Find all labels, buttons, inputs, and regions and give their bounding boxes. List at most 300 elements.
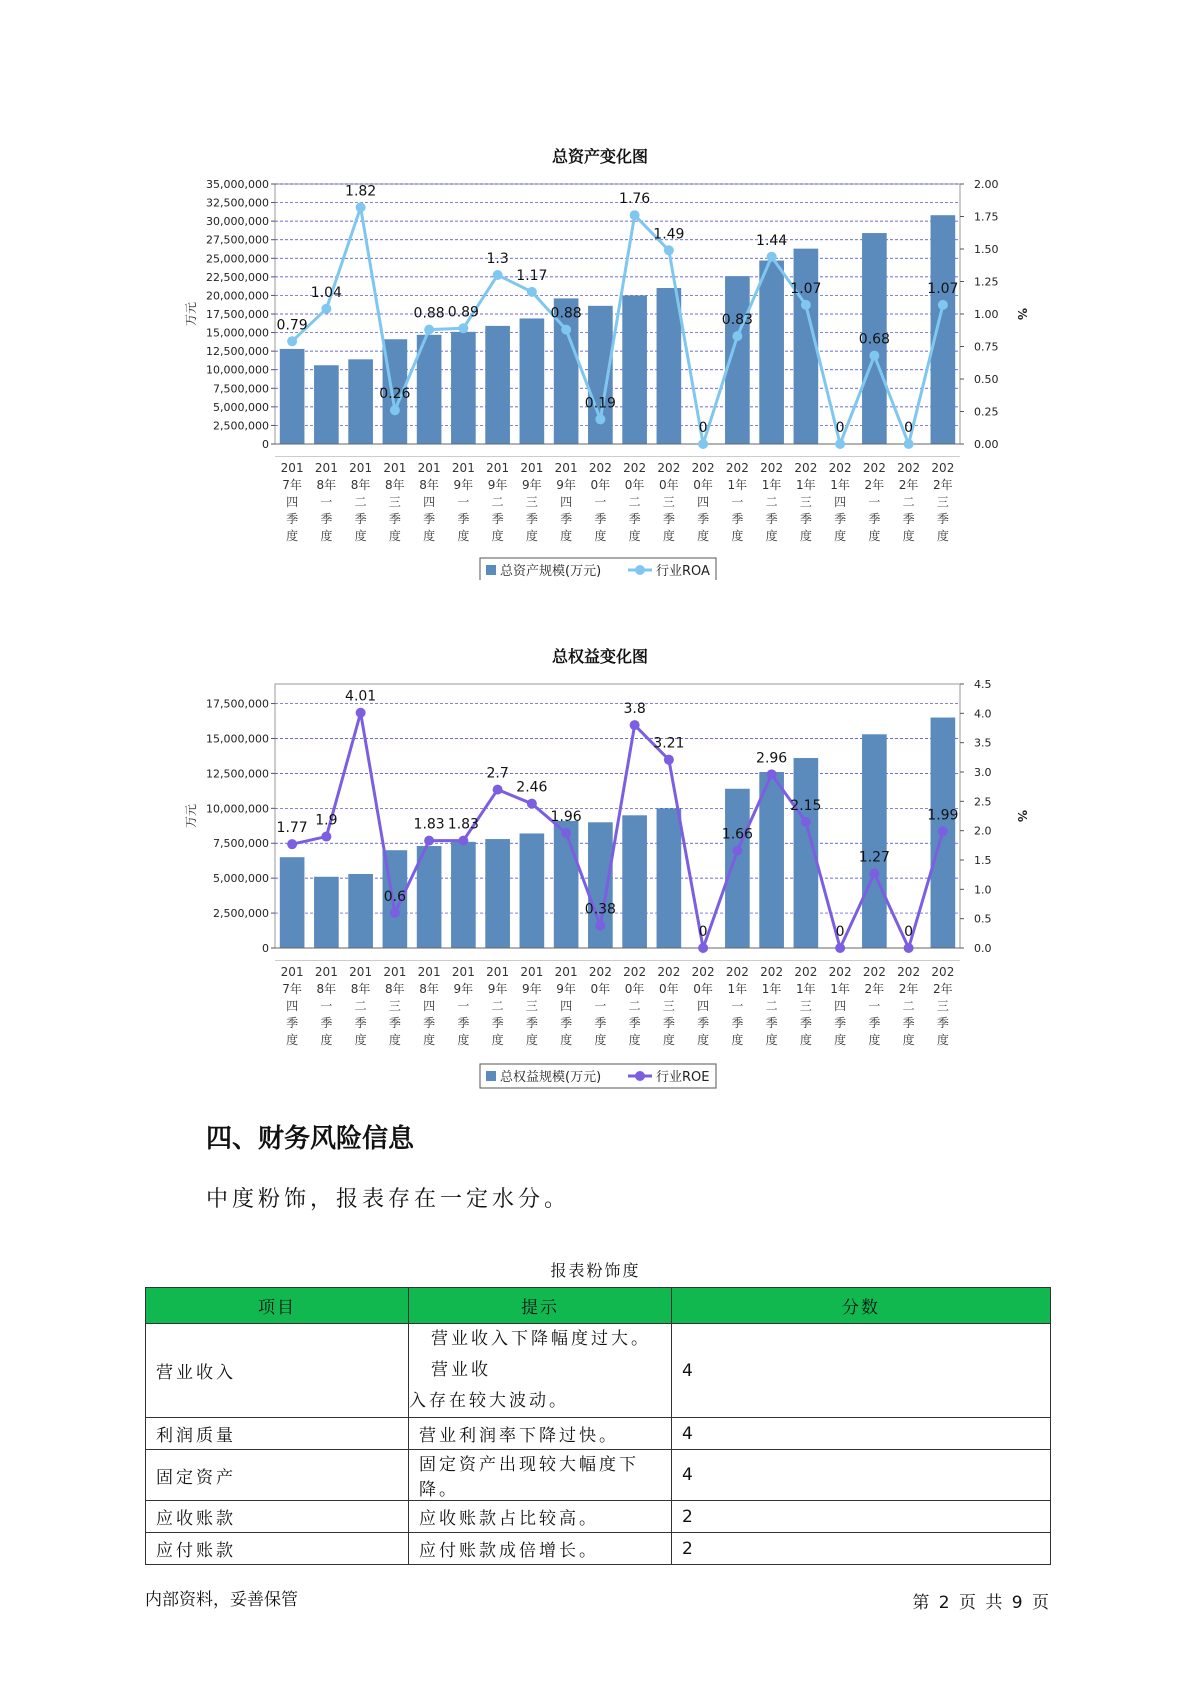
x-tick-label: 季 <box>936 512 949 526</box>
data-label: 1.83 <box>413 816 445 833</box>
x-tick-label: 度 <box>423 529 436 543</box>
x-tick-label: 202 <box>931 461 955 475</box>
x-axis-band <box>275 456 960 457</box>
x-tick-label: 一 <box>594 999 607 1013</box>
data-label: 0 <box>904 420 914 436</box>
x-tick-label: 2年 <box>864 982 885 996</box>
y2-tick-label: 3.5 <box>974 736 992 750</box>
y2-tick-label: 4.5 <box>974 678 992 691</box>
x-tick-label: 1年 <box>796 982 816 996</box>
y2-tick-label: 0.0 <box>974 942 992 955</box>
x-tick-label: 季 <box>765 1016 778 1030</box>
data-label: 1.07 <box>927 280 959 297</box>
x-tick-label: 度 <box>697 529 710 543</box>
x-tick-label: 度 <box>765 529 778 543</box>
x-tick-label: 度 <box>320 1033 333 1047</box>
x-tick-label: 度 <box>868 529 881 543</box>
x-tick-label: 季 <box>594 1016 607 1030</box>
x-tick-label: 度 <box>423 1033 436 1047</box>
x-tick-label: 季 <box>286 512 299 526</box>
data-label: 1.76 <box>619 191 651 208</box>
x-tick-label: 度 <box>388 529 401 543</box>
legend-bar-swatch <box>486 565 496 575</box>
x-tick-label: 201 <box>520 965 544 979</box>
x-tick-label: 0年 <box>624 982 645 996</box>
data-label: 3.21 <box>653 735 685 752</box>
x-tick-label: 三 <box>799 495 812 509</box>
x-tick-label: 度 <box>388 1033 401 1047</box>
x-tick-label: 季 <box>834 1016 847 1030</box>
y-axis-label: 万元 <box>184 301 198 327</box>
legend-bar-swatch <box>486 1071 496 1081</box>
bar <box>725 789 750 948</box>
risk-summary-paragraph: 中度粉饰，报表存在一定水分。 <box>206 1187 571 1212</box>
x-tick-label: 8年 <box>419 982 439 996</box>
y2-tick-label: 4.0 <box>974 707 992 721</box>
x-tick-label: 度 <box>594 529 607 543</box>
legend-line-marker <box>635 1071 645 1081</box>
x-tick-label: 季 <box>320 1016 333 1030</box>
x-tick-label: 202 <box>588 461 612 475</box>
x-tick-label: 度 <box>731 529 744 543</box>
data-label: 1.07 <box>790 280 822 297</box>
x-tick-label: 201 <box>520 461 544 475</box>
bar <box>657 808 682 948</box>
x-tick-label: 度 <box>628 1033 641 1047</box>
bar <box>451 842 476 948</box>
x-tick-label: 三 <box>525 495 538 509</box>
x-tick-label: 度 <box>799 1033 812 1047</box>
x-tick-label: 季 <box>834 512 847 526</box>
chart-title: 总资产变化图 <box>551 147 648 166</box>
footer-page-number: 第 2 页 共 9 页 <box>912 1593 1051 1613</box>
x-tick-label: 201 <box>314 965 338 979</box>
series-point <box>835 439 845 449</box>
y-tick-label: 7,500,000 <box>213 837 269 851</box>
x-tick-label: 季 <box>286 1016 299 1030</box>
data-label: 0.19 <box>584 395 616 412</box>
x-tick-label: 三 <box>936 999 949 1013</box>
bar <box>485 326 510 444</box>
x-tick-label: 1年 <box>727 982 748 996</box>
data-label: 1.66 <box>721 826 753 843</box>
x-tick-label: 四 <box>834 495 847 509</box>
series-point <box>424 325 434 335</box>
x-tick-label: 201 <box>554 965 578 979</box>
x-tick-label: 度 <box>491 1033 504 1047</box>
x-tick-label: 202 <box>588 965 612 979</box>
y-tick-label: 27,500,000 <box>206 233 269 247</box>
chart-title: 总权益变化图 <box>551 647 648 666</box>
x-tick-label: 201 <box>280 461 304 475</box>
x-tick-label: 一 <box>320 495 333 509</box>
x-tick-label: 季 <box>662 1016 675 1030</box>
row-item: 利润质量 <box>146 1418 409 1450</box>
y2-axis-label: % <box>1015 307 1029 321</box>
x-tick-label: 8年 <box>385 478 405 492</box>
x-tick-label: 度 <box>628 529 641 543</box>
legend-label: 行业ROE <box>656 1070 710 1085</box>
y2-tick-label: 2.5 <box>974 795 992 809</box>
series-point <box>698 943 708 953</box>
series-point <box>493 270 503 280</box>
series-point <box>904 439 914 449</box>
x-tick-label: 202 <box>794 965 818 979</box>
x-tick-label: 季 <box>868 512 881 526</box>
data-label: 1.99 <box>927 807 959 824</box>
x-tick-label: 季 <box>594 512 607 526</box>
data-label: 0.26 <box>379 386 411 403</box>
header-score: 分数 <box>672 1288 1051 1324</box>
data-label: 0.79 <box>276 317 308 334</box>
table-row <box>146 1418 1051 1450</box>
data-label: 0.83 <box>721 312 753 329</box>
table-caption: 报表粉饰度 <box>550 1261 641 1280</box>
y2-tick-label: 0.00 <box>974 438 999 451</box>
data-label: 1.3 <box>486 251 509 267</box>
total-assets-chart-svg <box>160 140 1040 580</box>
x-tick-label: 季 <box>902 512 915 526</box>
row-hint: 应收账款占比较高。 <box>409 1501 672 1533</box>
y2-tick-label: 2.00 <box>974 178 999 191</box>
x-tick-label: 季 <box>628 1016 641 1030</box>
row-hint: 固定资产出现较大幅度下降。 <box>409 1450 672 1501</box>
x-tick-label: 季 <box>731 512 744 526</box>
x-tick-label: 202 <box>862 965 886 979</box>
x-tick-label: 一 <box>731 495 744 509</box>
x-tick-label: 202 <box>931 965 955 979</box>
x-tick-label: 8年 <box>385 982 405 996</box>
bar <box>314 877 339 948</box>
y-tick-label: 22,500,000 <box>206 270 269 284</box>
row-hint <box>409 1324 672 1418</box>
row-item: 应收账款 <box>146 1501 409 1533</box>
x-tick-label: 2年 <box>864 478 885 492</box>
x-tick-label: 二 <box>902 999 915 1013</box>
series-point <box>869 351 879 361</box>
x-tick-label: 201 <box>486 461 510 475</box>
x-tick-label: 8年 <box>316 982 337 996</box>
series-point <box>938 826 948 836</box>
series-point <box>630 720 640 730</box>
bar <box>280 857 305 948</box>
series-point <box>561 325 571 335</box>
x-tick-label: 0年 <box>693 982 713 996</box>
y-tick-label: 2,500,000 <box>213 907 269 921</box>
series-point <box>390 908 400 918</box>
series-point <box>356 708 366 718</box>
bar <box>759 772 784 948</box>
x-tick-label: 202 <box>657 965 681 979</box>
x-tick-label: 1年 <box>796 478 816 492</box>
x-tick-label: 202 <box>862 461 886 475</box>
series-point <box>561 828 571 838</box>
bar <box>280 349 305 444</box>
x-tick-label: 季 <box>525 512 538 526</box>
x-tick-label: 202 <box>828 965 852 979</box>
x-tick-label: 季 <box>560 512 573 526</box>
total-equity-chart-svg <box>160 640 1040 1090</box>
x-tick-label: 度 <box>799 529 812 543</box>
x-tick-label: 202 <box>725 965 749 979</box>
series-point <box>424 836 434 846</box>
y-axis-label: 万元 <box>184 803 198 829</box>
y-tick-label: 17,500,000 <box>206 308 269 321</box>
data-label: 3.8 <box>623 701 646 718</box>
x-tick-label: 9年 <box>522 478 542 492</box>
bar <box>348 359 373 444</box>
x-tick-label: 201 <box>383 965 407 979</box>
series-point <box>390 405 400 415</box>
x-tick-label: 二 <box>902 495 915 509</box>
x-tick-label: 202 <box>897 461 921 475</box>
x-tick-label: 201 <box>383 461 407 475</box>
x-tick-label: 201 <box>417 965 441 979</box>
x-tick-label: 8年 <box>419 478 439 492</box>
x-tick-label: 二 <box>765 495 778 509</box>
series-point <box>664 245 674 255</box>
bar <box>931 215 956 444</box>
y-tick-label: 10,000,000 <box>206 363 269 377</box>
y-tick-label: 0 <box>262 942 269 955</box>
x-tick-label: 二 <box>491 495 504 509</box>
y2-tick-label: 1.25 <box>974 275 999 289</box>
x-tick-label: 季 <box>799 512 812 526</box>
x-tick-label: 季 <box>697 1016 710 1030</box>
x-tick-label: 202 <box>691 461 715 475</box>
x-tick-label: 度 <box>457 529 470 543</box>
x-tick-label: 0年 <box>693 478 713 492</box>
x-tick-label: 度 <box>354 1033 367 1047</box>
y2-tick-label: 1.50 <box>974 243 999 256</box>
series-point <box>938 300 948 310</box>
x-tick-label: 一 <box>868 999 881 1013</box>
data-label: 1.04 <box>310 284 342 301</box>
footer-confidential-note: 内部资料，妥善保管 <box>145 1590 298 1610</box>
x-tick-label: 四 <box>697 495 710 509</box>
bar <box>622 295 647 444</box>
x-tick-label: 度 <box>936 529 949 543</box>
series-point <box>458 836 468 846</box>
x-tick-label: 季 <box>388 512 401 526</box>
x-tick-label: 9年 <box>487 982 508 996</box>
row-score: 4 <box>672 1450 1051 1501</box>
x-tick-label: 202 <box>725 461 749 475</box>
x-tick-label: 度 <box>834 529 847 543</box>
x-tick-label: 季 <box>902 1016 915 1030</box>
y-tick-label: 5,000,000 <box>213 400 269 414</box>
x-tick-label: 季 <box>388 1016 401 1030</box>
data-label: 4.01 <box>345 688 377 705</box>
y-tick-label: 15,000,000 <box>206 326 269 340</box>
header-item: 项目 <box>146 1288 409 1324</box>
x-tick-label: 四 <box>560 999 573 1013</box>
x-tick-label: 9年 <box>487 478 508 492</box>
bar <box>622 815 647 948</box>
x-tick-label: 201 <box>349 965 373 979</box>
data-label: 1.17 <box>516 267 548 284</box>
x-tick-label: 度 <box>525 529 538 543</box>
series-point <box>732 846 742 856</box>
x-tick-label: 四 <box>697 999 710 1013</box>
legend-line-marker <box>635 565 645 575</box>
y2-tick-label: 0.50 <box>974 373 999 386</box>
data-label: 1.44 <box>756 232 788 249</box>
legend-label: 行业ROA <box>656 564 710 579</box>
data-label: 0.89 <box>447 304 479 321</box>
bar <box>554 821 579 948</box>
x-tick-label: 度 <box>868 1033 881 1047</box>
x-tick-label: 度 <box>320 529 333 543</box>
series-point <box>869 868 879 878</box>
x-tick-label: 度 <box>697 1033 710 1047</box>
x-tick-label: 季 <box>868 1016 881 1030</box>
series-point <box>732 331 742 341</box>
x-tick-label: 2年 <box>933 982 953 996</box>
x-tick-label: 度 <box>936 1033 949 1047</box>
y-tick-label: 25,000,000 <box>206 252 269 266</box>
x-tick-label: 度 <box>525 1033 538 1047</box>
x-tick-label: 度 <box>286 1033 299 1047</box>
x-tick-label: 度 <box>662 1033 675 1047</box>
y-tick-label: 7,500,000 <box>213 382 269 396</box>
x-tick-label: 三 <box>662 999 675 1013</box>
x-tick-label: 0年 <box>590 982 611 996</box>
data-label: 2.96 <box>756 750 788 767</box>
data-label: 1.27 <box>858 849 890 866</box>
x-tick-label: 1年 <box>761 982 782 996</box>
series-point <box>767 252 777 262</box>
series-point <box>801 300 811 310</box>
x-tick-label: 二 <box>354 999 367 1013</box>
y2-tick-label: 2.0 <box>974 824 992 838</box>
series-point <box>321 832 331 842</box>
row-hint-line: 营业收入下降幅度过大。营业收 <box>431 1329 651 1380</box>
data-label: 1.96 <box>550 809 582 826</box>
y2-tick-label: 1.00 <box>974 308 999 321</box>
x-tick-label: 202 <box>760 461 784 475</box>
x-tick-label: 9年 <box>453 982 474 996</box>
series-point <box>698 439 708 449</box>
y2-tick-label: 1.0 <box>974 883 992 897</box>
header-hint: 提示 <box>409 1288 672 1324</box>
series-point <box>321 304 331 314</box>
table-header-row <box>146 1288 1051 1324</box>
series-point <box>527 799 537 809</box>
data-label: 0.68 <box>858 331 890 348</box>
x-tick-label: 季 <box>423 1016 436 1030</box>
x-tick-label: 季 <box>354 512 367 526</box>
data-label: 2.15 <box>790 797 822 814</box>
x-tick-label: 9年 <box>453 478 474 492</box>
x-tick-label: 7年 <box>282 478 302 492</box>
series-point <box>767 769 777 779</box>
x-tick-label: 三 <box>936 495 949 509</box>
row-hint: 营业利润率下降过快。 <box>409 1418 672 1450</box>
x-tick-label: 度 <box>594 1033 607 1047</box>
row-score: 2 <box>672 1533 1051 1565</box>
x-tick-label: 一 <box>457 495 470 509</box>
series-point <box>630 210 640 220</box>
x-tick-label: 2年 <box>933 478 953 492</box>
bar <box>794 249 819 444</box>
bar <box>348 874 373 948</box>
x-tick-label: 度 <box>834 1033 847 1047</box>
series-point <box>458 323 468 333</box>
x-tick-label: 202 <box>657 461 681 475</box>
x-tick-label: 202 <box>794 461 818 475</box>
x-tick-label: 度 <box>354 529 367 543</box>
y-tick-label: 20,000,000 <box>206 289 269 303</box>
x-tick-label: 1年 <box>761 478 782 492</box>
data-label: 1.77 <box>276 820 308 837</box>
x-tick-label: 季 <box>457 1016 470 1030</box>
data-label: 1.49 <box>653 226 685 243</box>
x-tick-label: 度 <box>491 529 504 543</box>
series-point <box>835 943 845 953</box>
y2-axis-label: % <box>1015 809 1029 823</box>
x-tick-label: 二 <box>628 999 641 1013</box>
x-tick-label: 202 <box>760 965 784 979</box>
x-tick-label: 2年 <box>898 478 919 492</box>
x-tick-label: 201 <box>314 461 338 475</box>
x-axis-band <box>275 960 960 961</box>
total-assets-chart <box>160 140 1040 580</box>
row-score: 4 <box>672 1418 1051 1450</box>
x-tick-label: 8年 <box>316 478 337 492</box>
bar <box>520 833 545 948</box>
x-tick-label: 季 <box>457 512 470 526</box>
x-tick-label: 三 <box>525 999 538 1013</box>
series-point <box>595 921 605 931</box>
series-point <box>493 785 503 795</box>
row-score: 2 <box>672 1501 1051 1533</box>
x-tick-label: 201 <box>451 965 475 979</box>
x-tick-label: 季 <box>628 512 641 526</box>
y2-tick-label: 0.25 <box>974 405 999 419</box>
data-label: 1.82 <box>345 183 377 200</box>
x-tick-label: 201 <box>486 965 510 979</box>
data-label: 0 <box>698 924 708 940</box>
x-tick-label: 季 <box>731 1016 744 1030</box>
data-label: 0.88 <box>550 305 582 322</box>
total-equity-chart <box>160 640 1040 1090</box>
x-tick-label: 201 <box>554 461 578 475</box>
y2-tick-label: 0.75 <box>974 340 999 354</box>
x-tick-label: 202 <box>623 965 647 979</box>
x-tick-label: 度 <box>902 1033 915 1047</box>
y-tick-label: 35,000,000 <box>206 178 269 191</box>
row-hint-line: 入存在较大波动。 <box>409 1391 569 1411</box>
table-row <box>146 1533 1051 1565</box>
x-tick-label: 度 <box>731 1033 744 1047</box>
x-tick-label: 202 <box>828 461 852 475</box>
row-score: 4 <box>672 1324 1051 1418</box>
row-hint: 应付账款成倍增长。 <box>409 1533 672 1565</box>
x-tick-label: 四 <box>286 495 299 509</box>
x-tick-label: 201 <box>417 461 441 475</box>
x-tick-label: 季 <box>491 512 504 526</box>
x-tick-label: 度 <box>560 529 573 543</box>
x-tick-label: 201 <box>349 461 373 475</box>
x-tick-label: 202 <box>623 461 647 475</box>
y-tick-label: 17,500,000 <box>206 697 269 711</box>
x-tick-label: 1年 <box>830 478 850 492</box>
x-tick-label: 202 <box>897 965 921 979</box>
row-item: 固定资产 <box>146 1450 409 1501</box>
x-tick-label: 三 <box>799 999 812 1013</box>
x-tick-label: 一 <box>457 999 470 1013</box>
